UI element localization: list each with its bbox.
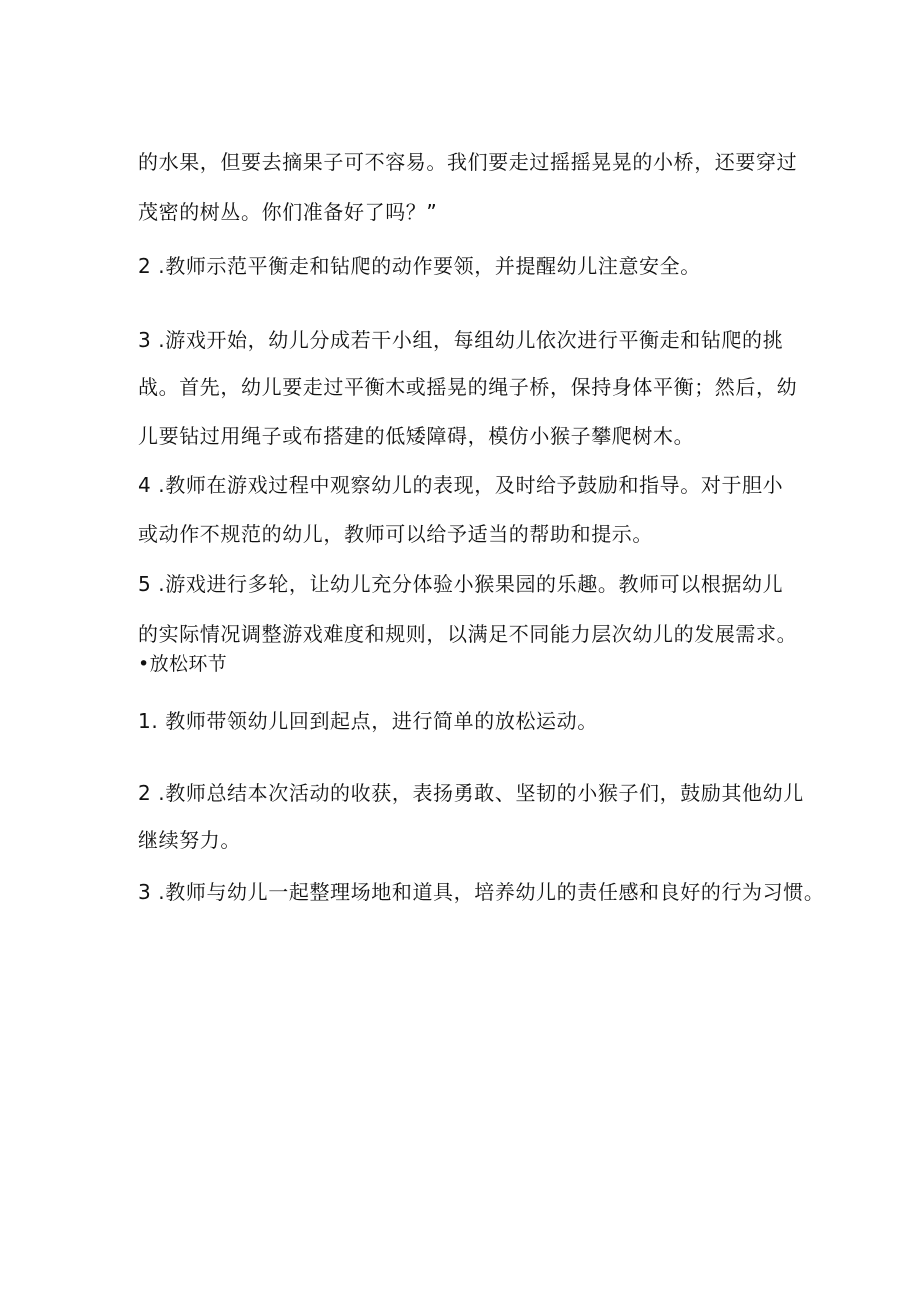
paragraph-line: 继续努力。 [138, 828, 241, 852]
list-item-4: 4 .教师在游戏过程中观察幼儿的表现，及时给予鼓励和指导。对于胆小 [138, 473, 784, 497]
paragraph-line: 战。首先，幼儿要走过平衡木或摇晃的绳子桥，保持身体平衡；然后，幼 [138, 375, 798, 399]
relax-item-2: 2 .教师总结本次活动的收获，表扬勇敢、坚韧的小猴子们，鼓励其他幼儿 [138, 781, 804, 805]
paragraph-line: 或动作不规范的幼儿，教师可以给予适当的帮助和提示。 [138, 522, 653, 546]
list-item-5: 5 .游戏进行多轮，让幼儿充分体验小猴果园的乐趣。教师可以根据幼儿 [138, 572, 784, 596]
paragraph-line: 茂密的树丛。你们准备好了吗？” [138, 200, 438, 224]
list-item-2: 2 .教师示范平衡走和钻爬的动作要领，并提醒幼儿注意安全。 [138, 254, 701, 278]
relax-item-3: 3 .教师与幼儿一起整理场地和道具，培养幼儿的责任感和良好的行为习惯。 [138, 880, 825, 904]
relax-item-1: 1. 教师带领幼儿回到起点，进行简单的放松运动。 [138, 709, 598, 733]
section-heading: •放松环节 [138, 653, 228, 675]
paragraph-line: 的实际情况调整游戏难度和规则，以满足不同能力层次幼儿的发展需求。 [138, 622, 798, 646]
list-item-3: 3 .游戏开始，幼儿分成若干小组，每组幼儿依次进行平衡走和钻爬的挑 [138, 328, 784, 352]
paragraph-line: 的水果，但要去摘果子可不容易。我们要走过摇摇晃晃的小桥，还要穿过 [138, 150, 798, 174]
paragraph-line: 儿要钻过用绳子或布搭建的低矮障碍，模仿小猴子攀爬树木。 [138, 424, 695, 448]
